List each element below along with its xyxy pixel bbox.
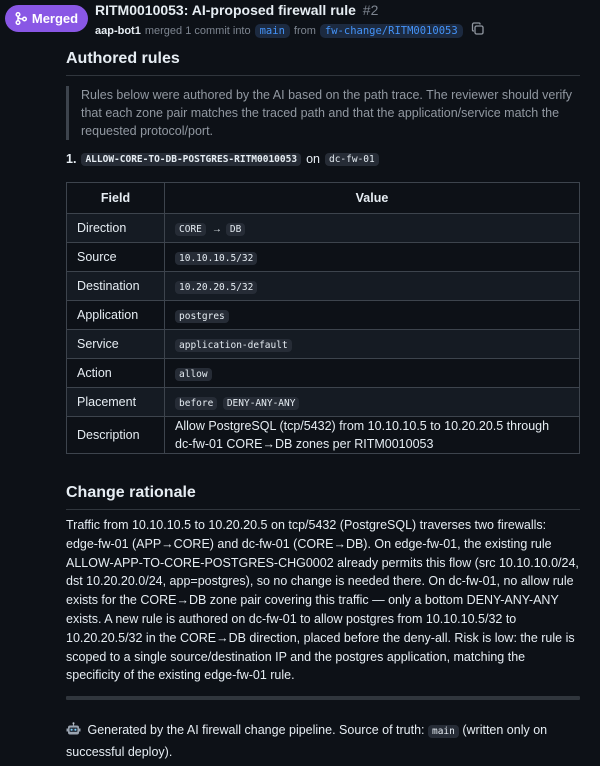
pr-title [95,2,378,18]
footer-branch: main [428,725,459,738]
value-service: application-default [175,339,292,352]
field-application: Application [67,301,165,330]
rule-name: ALLOW-CORE-TO-DB-POSTGRES-RITM0010053 [81,153,301,166]
value-action: allow [175,368,212,381]
pr-author-link[interactable]: aap-bot1 [95,24,141,37]
from-text: from [293,24,316,37]
value-application: postgres [175,310,229,323]
table-header-row [67,183,580,214]
heading-divider [66,509,580,510]
pr-description [58,42,600,766]
col-field-header: Field [67,183,165,214]
direction-from: CORE [175,223,206,236]
table-row [67,388,580,417]
rule-on-text: on [306,152,320,166]
table-row [67,243,580,272]
copy-icon[interactable] [471,22,485,39]
value-placement-target: DENY-ANY-ANY [223,397,300,410]
table-row [67,330,580,359]
direction-to: DB [226,223,245,236]
reviewer-note: Rules below were authored by the AI based on the path trace. The reviewer should verify that each zone pair matches the traced path and that the application/service match the requested protocol/port. [66,86,585,140]
value-direction [165,214,580,243]
field-action: Action [67,359,165,388]
robot-icon [66,722,81,743]
rule-number: 1. [66,152,77,166]
value-description: Allow PostgreSQL (tcp/5432) from 10.10.10.5 to 10.20.20.5 through dc-fw-01 CORE→DB zones per RITM0010053 [165,417,580,454]
footer-text-before: Generated by the AI firewall change pipeline. Source of truth: [87,723,425,737]
rule-device: dc-fw-01 [325,153,379,166]
heading-divider [66,75,580,76]
value-source: 10.10.10.5/32 [175,252,257,265]
value-destination: 10.20.20.5/32 [175,281,257,294]
pr-title-text: RITM0010053: AI-proposed firewall rule [95,2,356,18]
footer-text-after: (written only on successful deploy). [66,723,548,759]
pr-number: #2 [362,2,379,18]
col-value-header: Value [165,183,580,214]
authored-rules-heading: Authored rules [66,50,180,67]
field-destination: Destination [67,272,165,301]
value-placement: before [175,397,217,410]
table-row [67,214,580,243]
field-direction: Direction [67,214,165,243]
merged-text: merged 1 commit into [144,24,251,37]
rule-heading [66,152,379,166]
git-merge-icon [15,12,27,25]
field-placement: Placement [67,388,165,417]
footer-note [66,721,580,762]
merged-status-badge [5,5,88,32]
field-source: Source [67,243,165,272]
direction-arrow: → [211,224,222,235]
pr-subtitle [95,22,485,39]
change-rationale-heading: Change rationale [66,484,196,501]
table-row [67,417,580,454]
pr-header [0,0,600,42]
section-divider [66,696,580,700]
base-branch-link[interactable]: main [255,24,290,38]
field-service: Service [67,330,165,359]
table-row [67,272,580,301]
merged-status-label: Merged [31,11,79,26]
field-description: Description [67,417,165,454]
rule-table [66,182,580,454]
table-row [67,301,580,330]
table-row [67,359,580,388]
rationale-text: Traffic from 10.10.10.5 to 10.20.20.5 on tcp/5432 (PostgreSQL) traverses two firewalls: edge-fw-01 (APP→CORE) and dc-fw-01 (CORE→DB). On edge-fw-01, the existing rule ALLOW-APP-TO-CORE-POSTGRES-CHG0002 already permits this flow (src 10.10.10.0/24, dst 10.20.20.0/24, app=postgres), so no change is needed there. On dc-fw-01, no allow rule exists for the CORE→DB zone pair covering this traffic — only a bottom DENY-ANY-ANY exists. A new rule is authored on dc-fw-01 to allow postgres from 10.10.10.5/32 to 10.20.20.5/32 in the CORE→DB direction, placed before the deny-all. Risk is low: the rule is scoped to a single source/destination IP and the postgres application, matching the specificity of the existing edge-fw-01 rule. [66,518,579,683]
head-branch-link[interactable]: fw-change/RITM0010053 [320,24,463,38]
